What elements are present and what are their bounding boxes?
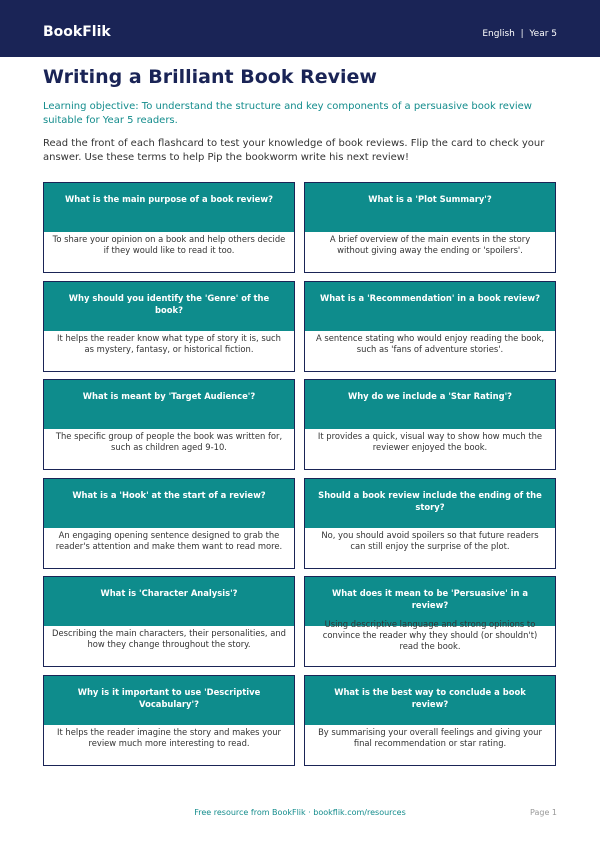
flashcard-5[interactable] [43, 379, 295, 470]
flashcard-answer: A brief overview of the main events in the story without giving away the ending or 'spoilers'. [329, 234, 531, 255]
flashcard-question: What is a 'Plot Summary'? [305, 183, 555, 232]
flashcard-7[interactable] [43, 478, 295, 569]
flashcard-question: Why do we include a 'Star Rating'? [305, 380, 555, 429]
flashcard-answer: It provides a quick, visual way to show how much the reviewer enjoyed the book. [317, 431, 543, 452]
flashcard-4[interactable] [304, 281, 556, 372]
flashcard-answer: A sentence stating who would enjoy reading the book, such as 'fans of adventure stories'. [315, 333, 545, 354]
flashcard-answer: Using descriptive language and strong opinions to convince the reader why they should (or shouldn't) read the book. [322, 619, 538, 651]
page-title: Writing a Brilliant Book Review [43, 66, 377, 88]
flashcard-question: What is the best way to conclude a book review? [305, 676, 555, 725]
learning-objective: Learning objective: To understand the structure and key components of a persuasive book review suitable for Year 5 readers. [43, 101, 532, 126]
flashcard-10[interactable] [304, 576, 556, 667]
flashcard-8[interactable] [304, 478, 556, 569]
flashcard-answer: It helps the reader know what type of story it is, such as mystery, fantasy, or historical fiction. [57, 333, 281, 354]
flashcard-1[interactable] [43, 182, 295, 273]
flashcard-3[interactable] [43, 281, 295, 372]
flashcard-question: What is meant by 'Target Audience'? [44, 380, 294, 429]
intro-text: Read the front of each flashcard to test your knowledge of book reviews. Flip the card to check your answer. Use these terms to help Pip the bookworm write his next review! [43, 138, 545, 163]
footer-link[interactable]: Free resource from BookFlik · bookflik.com/resources [194, 808, 406, 817]
flashcard-2[interactable] [304, 182, 556, 273]
breadcrumb: English | Year 5 [482, 29, 557, 39]
flashcard-answer: No, you should avoid spoilers so that future readers can still enjoy the surprise of the plot. [321, 530, 539, 551]
flashcard-12[interactable] [304, 675, 556, 766]
flashcard-question: What is 'Character Analysis'? [44, 577, 294, 626]
flashcard-answer: It helps the reader imagine the story and makes your review much more interesting to read. [57, 727, 281, 748]
flashcard-question: Why should you identify the 'Genre' of the book? [44, 282, 294, 331]
flashcard-answer: The specific group of people the book was written for, such as children aged 9-10. [55, 431, 283, 452]
flashcard-question: Should a book review include the ending of the story? [305, 479, 555, 528]
flashcard-question: What does it mean to be 'Persuasive' in a review? [305, 577, 555, 626]
flashcard-question: What is a 'Recommendation' in a book review? [305, 282, 555, 331]
page-number: Page 1 [530, 808, 557, 817]
flashcard-answer: An engaging opening sentence designed to grab the reader's attention and make them want to read more. [55, 530, 283, 551]
flashcard-question: Why is it important to use 'Descriptive Vocabulary'? [44, 676, 294, 725]
flashcard-answer: By summarising your overall feelings and giving your final recommendation or star rating. [318, 727, 542, 748]
flashcard-answer: To share your opinion on a book and help others decide if they would like to read it too. [52, 234, 286, 255]
brand-logo[interactable]: BookFlik [43, 24, 111, 40]
flashcard-answer: Describing the main characters, their personalities, and how they change throughout the story. [52, 628, 286, 649]
flashcard-9[interactable] [43, 576, 295, 667]
flashcard-question: What is a 'Hook' at the start of a review? [44, 479, 294, 528]
flashcard-6[interactable] [304, 379, 556, 470]
header-bar [0, 0, 600, 57]
flashcard-question: What is the main purpose of a book review? [44, 183, 294, 232]
flashcard-11[interactable] [43, 675, 295, 766]
